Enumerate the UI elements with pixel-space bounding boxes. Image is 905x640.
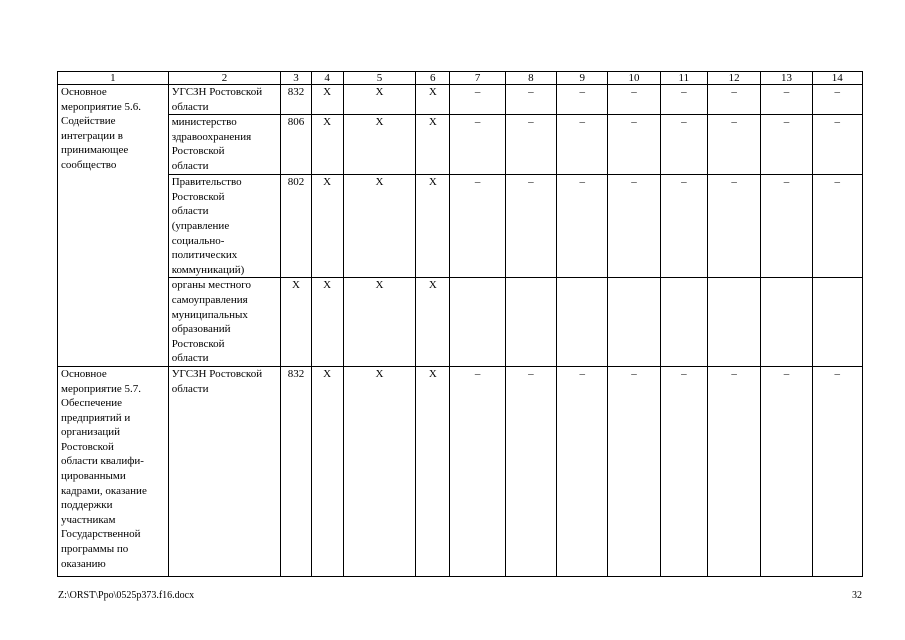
value-cell: –	[761, 115, 812, 175]
value-cell	[450, 278, 505, 367]
column-number-1: 1	[58, 72, 169, 85]
value-cell: –	[608, 175, 660, 278]
value-cell: –	[505, 175, 556, 278]
value-cell: –	[761, 366, 812, 576]
code-cell: 832	[281, 366, 311, 576]
value-cell: –	[608, 366, 660, 576]
value-cell: Х	[416, 115, 450, 175]
measure-name-cell: Основное мероприятие 5.7. Обеспечение предприятий и организаций Ростовской области квалифи- цированными кадрами, оказание поддержки участникам Государственной программы по оказанию	[58, 366, 169, 576]
value-cell: Х	[311, 115, 343, 175]
value-cell: –	[707, 85, 760, 115]
value-cell: –	[505, 115, 556, 175]
value-cell: –	[660, 85, 707, 115]
value-cell: –	[608, 115, 660, 175]
value-cell	[608, 278, 660, 367]
table-row	[58, 278, 863, 367]
column-number-10: 10	[608, 72, 660, 85]
value-cell: Х	[311, 366, 343, 576]
value-cell: –	[812, 115, 862, 175]
value-cell: Х	[311, 175, 343, 278]
value-cell: Х	[343, 278, 415, 367]
column-number-7: 7	[450, 72, 505, 85]
column-number-4: 4	[311, 72, 343, 85]
code-cell: Х	[281, 278, 311, 367]
footer-page-number: 32	[852, 590, 862, 601]
value-cell: –	[660, 115, 707, 175]
value-cell	[660, 278, 707, 367]
value-cell: –	[812, 366, 862, 576]
column-number-3: 3	[281, 72, 311, 85]
table-row	[58, 115, 863, 175]
value-cell	[505, 278, 556, 367]
measure-name-cell: Основное мероприятие 5.6. Содействие интеграции в принимающее сообщество	[58, 85, 169, 367]
value-cell: Х	[343, 85, 415, 115]
value-cell: –	[450, 366, 505, 576]
executor-cell: УГСЗН Ростовской области	[168, 366, 281, 576]
value-cell: –	[761, 175, 812, 278]
column-number-5: 5	[343, 72, 415, 85]
value-cell: –	[557, 115, 608, 175]
value-cell: Х	[343, 175, 415, 278]
value-cell	[812, 278, 862, 367]
value-cell	[707, 278, 760, 367]
column-number-13: 13	[761, 72, 812, 85]
value-cell: –	[608, 85, 660, 115]
executor-cell: Правительство Ростовской области (управление социально- политических коммуникаций)	[168, 175, 281, 278]
value-cell: –	[707, 175, 760, 278]
table-row	[58, 175, 863, 278]
value-cell: Х	[311, 85, 343, 115]
code-cell: 806	[281, 115, 311, 175]
column-number-14: 14	[812, 72, 862, 85]
column-number-9: 9	[557, 72, 608, 85]
header-row	[58, 72, 863, 85]
executor-cell: УГСЗН Ростовской области	[168, 85, 281, 115]
value-cell: –	[812, 85, 862, 115]
value-cell: –	[557, 175, 608, 278]
value-cell: Х	[416, 278, 450, 367]
value-cell: –	[450, 175, 505, 278]
code-cell: 832	[281, 85, 311, 115]
column-number-12: 12	[707, 72, 760, 85]
value-cell: Х	[416, 175, 450, 278]
program-table	[57, 71, 863, 577]
value-cell: –	[707, 366, 760, 576]
value-cell: –	[761, 85, 812, 115]
column-number-6: 6	[416, 72, 450, 85]
value-cell: –	[660, 366, 707, 576]
value-cell: Х	[416, 85, 450, 115]
value-cell: Х	[343, 115, 415, 175]
table-row	[58, 85, 863, 115]
code-cell: 802	[281, 175, 311, 278]
column-number-11: 11	[660, 72, 707, 85]
value-cell: –	[557, 366, 608, 576]
column-number-2: 2	[168, 72, 281, 85]
value-cell: –	[660, 175, 707, 278]
value-cell: Х	[311, 278, 343, 367]
value-cell	[761, 278, 812, 367]
value-cell: –	[557, 85, 608, 115]
column-number-8: 8	[505, 72, 556, 85]
executor-cell: министерство здравоохранения Ростовской области	[168, 115, 281, 175]
value-cell: Х	[416, 366, 450, 576]
value-cell: –	[450, 115, 505, 175]
value-cell: –	[450, 85, 505, 115]
table-row	[58, 366, 863, 576]
value-cell: –	[505, 85, 556, 115]
value-cell	[557, 278, 608, 367]
value-cell: –	[505, 366, 556, 576]
executor-cell: органы местного самоуправления муниципальных образований Ростовской области	[168, 278, 281, 367]
footer-file-path: Z:\ORST\Ppo\0525p373.f16.docx	[58, 590, 195, 601]
value-cell: –	[707, 115, 760, 175]
value-cell: –	[812, 175, 862, 278]
value-cell: Х	[343, 366, 415, 576]
